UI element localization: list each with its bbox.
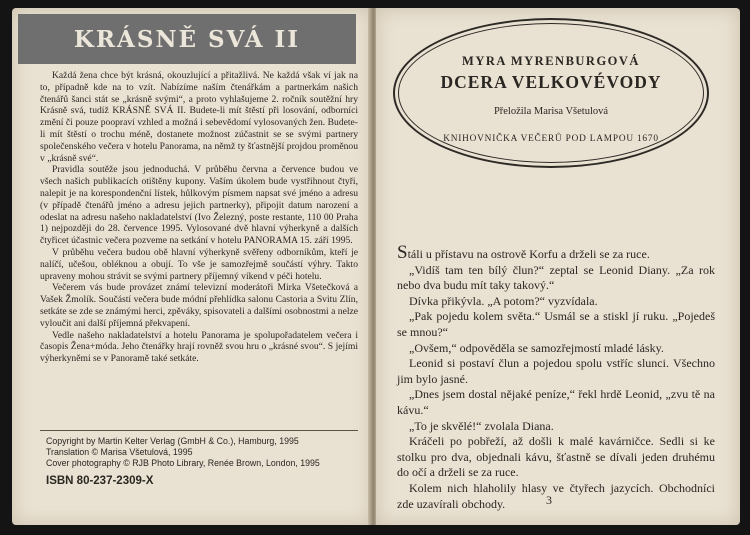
contest-paragraph: V průběhu večera budou obě hlavní výherkyně svěřeny odborníkům, kteří je nalíčí, učešou, obléknou a obují. To vše je samozřejmě součástí výhry. Takto upraveny mohou strávit se svými partnery příjemný víkend v péči hotelu.	[40, 246, 358, 282]
contest-paragraph: Každá žena chce být krásná, okouzlující a přitažlivá. Ne každá však ví jak na to, případně kde na to vzít. Nabízíme naším čtenářkám a partnerkám našich čtenářů šanci stát se „krásně svými“, a proto vyhlašujeme 2. ročník soutěžní hry Krásně svá, tudíž KRÁSNĚ SVÁ II. Budete-li mít štěstí při losování, odborníci změní či pouze poopraví vzhled a možná i sebevědomí vylosovaných žen. Budete-li mít štěstí o trochu méně, dostanete možnost zúčastnit se se svými partnery společenského večera v hotelu Panorama, na němž ty šťastnější projdou proměnou v „krásně své“.	[40, 70, 358, 164]
story-paragraph: „Dnes jsem dostal nějaké peníze,“ řekl hrdě Leonid, „zvu tě na kávu.“	[397, 387, 715, 417]
translator-credit: Přeložila Marisa Všetulová	[493, 106, 609, 117]
story-paragraph: Dívka přikývla. „A potom?“ vyzvídala.	[409, 293, 598, 308]
story-paragraph: Kolem nich hlaholily hlasy ve čtyřech jazycích. Obchodníci zde uzavírali obchody.	[397, 480, 715, 511]
book-title: DCERA VELKOVÉVODY	[440, 72, 662, 92]
book-author: MYRA MYRENBURGOVÁ	[462, 54, 640, 68]
copyright-credits	[46, 436, 358, 470]
story-paragraph: „Pak pojedu kolem světa.“ Usmál se a stiskl jí ruku. „Pojedeš se mnou?“	[397, 309, 715, 339]
story-paragraph: Kráčeli po pobřeží, až došli k malé kavárničce. Sedli si ke stolku pro dva, objednali kávu, šťastně se dívali jeden druhému do očí a drželi se za ruce.	[397, 434, 715, 480]
contest-paragraph: Večerem vás bude provázet známí televizní moderátoři Mirka Všetečková a Vašek Žmolík. Součástí večera bude módní přehlídka salonu Castoria a Svitu Zlín, setkáte se zde se známými herci, zpěváky, spisovateli a dalšími osobnostmi a nelze vyloučit ani další příjemná překvapení.	[40, 282, 359, 329]
isbn: ISBN 80-237-2309-X	[46, 475, 154, 487]
contest-paragraph: Pravidla soutěže jsou jednoduchá. V průběhu června a července budou ve všech našich publikacích otištěny kupony. Vaším úkolem bude vystřihnout čtyři, nalepit je na korespondenční lístek, hůlkovým písmem napsat své jméno a adresu (v případě čtenářů jméno a adresu jejich partnerky), připojit datum narození a odeslat na adresu našeho nakladatelství (Ivo Železný, poste restante, 110 00 Praha 1) nejpozději do 28. července 1995. Vylosované dvě hlavní výherkyně a dalších čtyřicet účastnic večera pozveme na setkání v hotelu PANORAMA 15. září 1995.	[40, 164, 358, 247]
credit-line: Copyright by Martin Kelter Verlag (GmbH & Co.), Hamburg, 1995	[46, 436, 299, 446]
story-paragraph: „Vidíš tam ten bílý člun?“ zeptal se Leonid Diany. „Za rok nebo dva budu mít taky takový.“	[397, 262, 715, 293]
story-paragraph: „Ovšem,“ odpověděla se samozřejmostí mladé lásky.	[409, 340, 664, 355]
contest-banner	[18, 14, 356, 64]
credit-line: Translation © Marisa Všetulová, 1995	[46, 447, 193, 458]
story-paragraph: Leonid si postaví člun a pojedou spolu vstříc slunci. Všechno jim bylo jasné.	[397, 356, 715, 386]
page-number: 3	[546, 493, 552, 507]
credit-line: Cover photography © RJB Photo Library, Renée Brown, London, 1995	[46, 458, 320, 469]
contest-text	[40, 70, 358, 365]
series-name: KNIHOVNIČKA VEČERŮ POD LAMPOU 1670	[443, 134, 659, 144]
contest-paragraph: Vedle našeho nakladatelství a hotelu Panorama je spolupořadatelem večera i časopis Žena+móda. Jeho čtenářky hrají rovněž svou hru o „krásné svou“. S jejími výherkyněmi se v Panoramě také setkáte.	[40, 329, 358, 365]
banner-title: KRÁSNĚ SVÁ II	[73, 25, 301, 53]
story-paragraph: „To je skvělé!“ zvolala Diana.	[409, 418, 554, 433]
story-opening-paragraph	[397, 242, 715, 263]
story-text	[397, 242, 715, 512]
story-opening-text: táli u přístavu na ostrově Korfu a drželi se za ruce.	[407, 247, 650, 261]
credits-divider	[40, 430, 358, 431]
drop-cap: S	[397, 242, 408, 263]
